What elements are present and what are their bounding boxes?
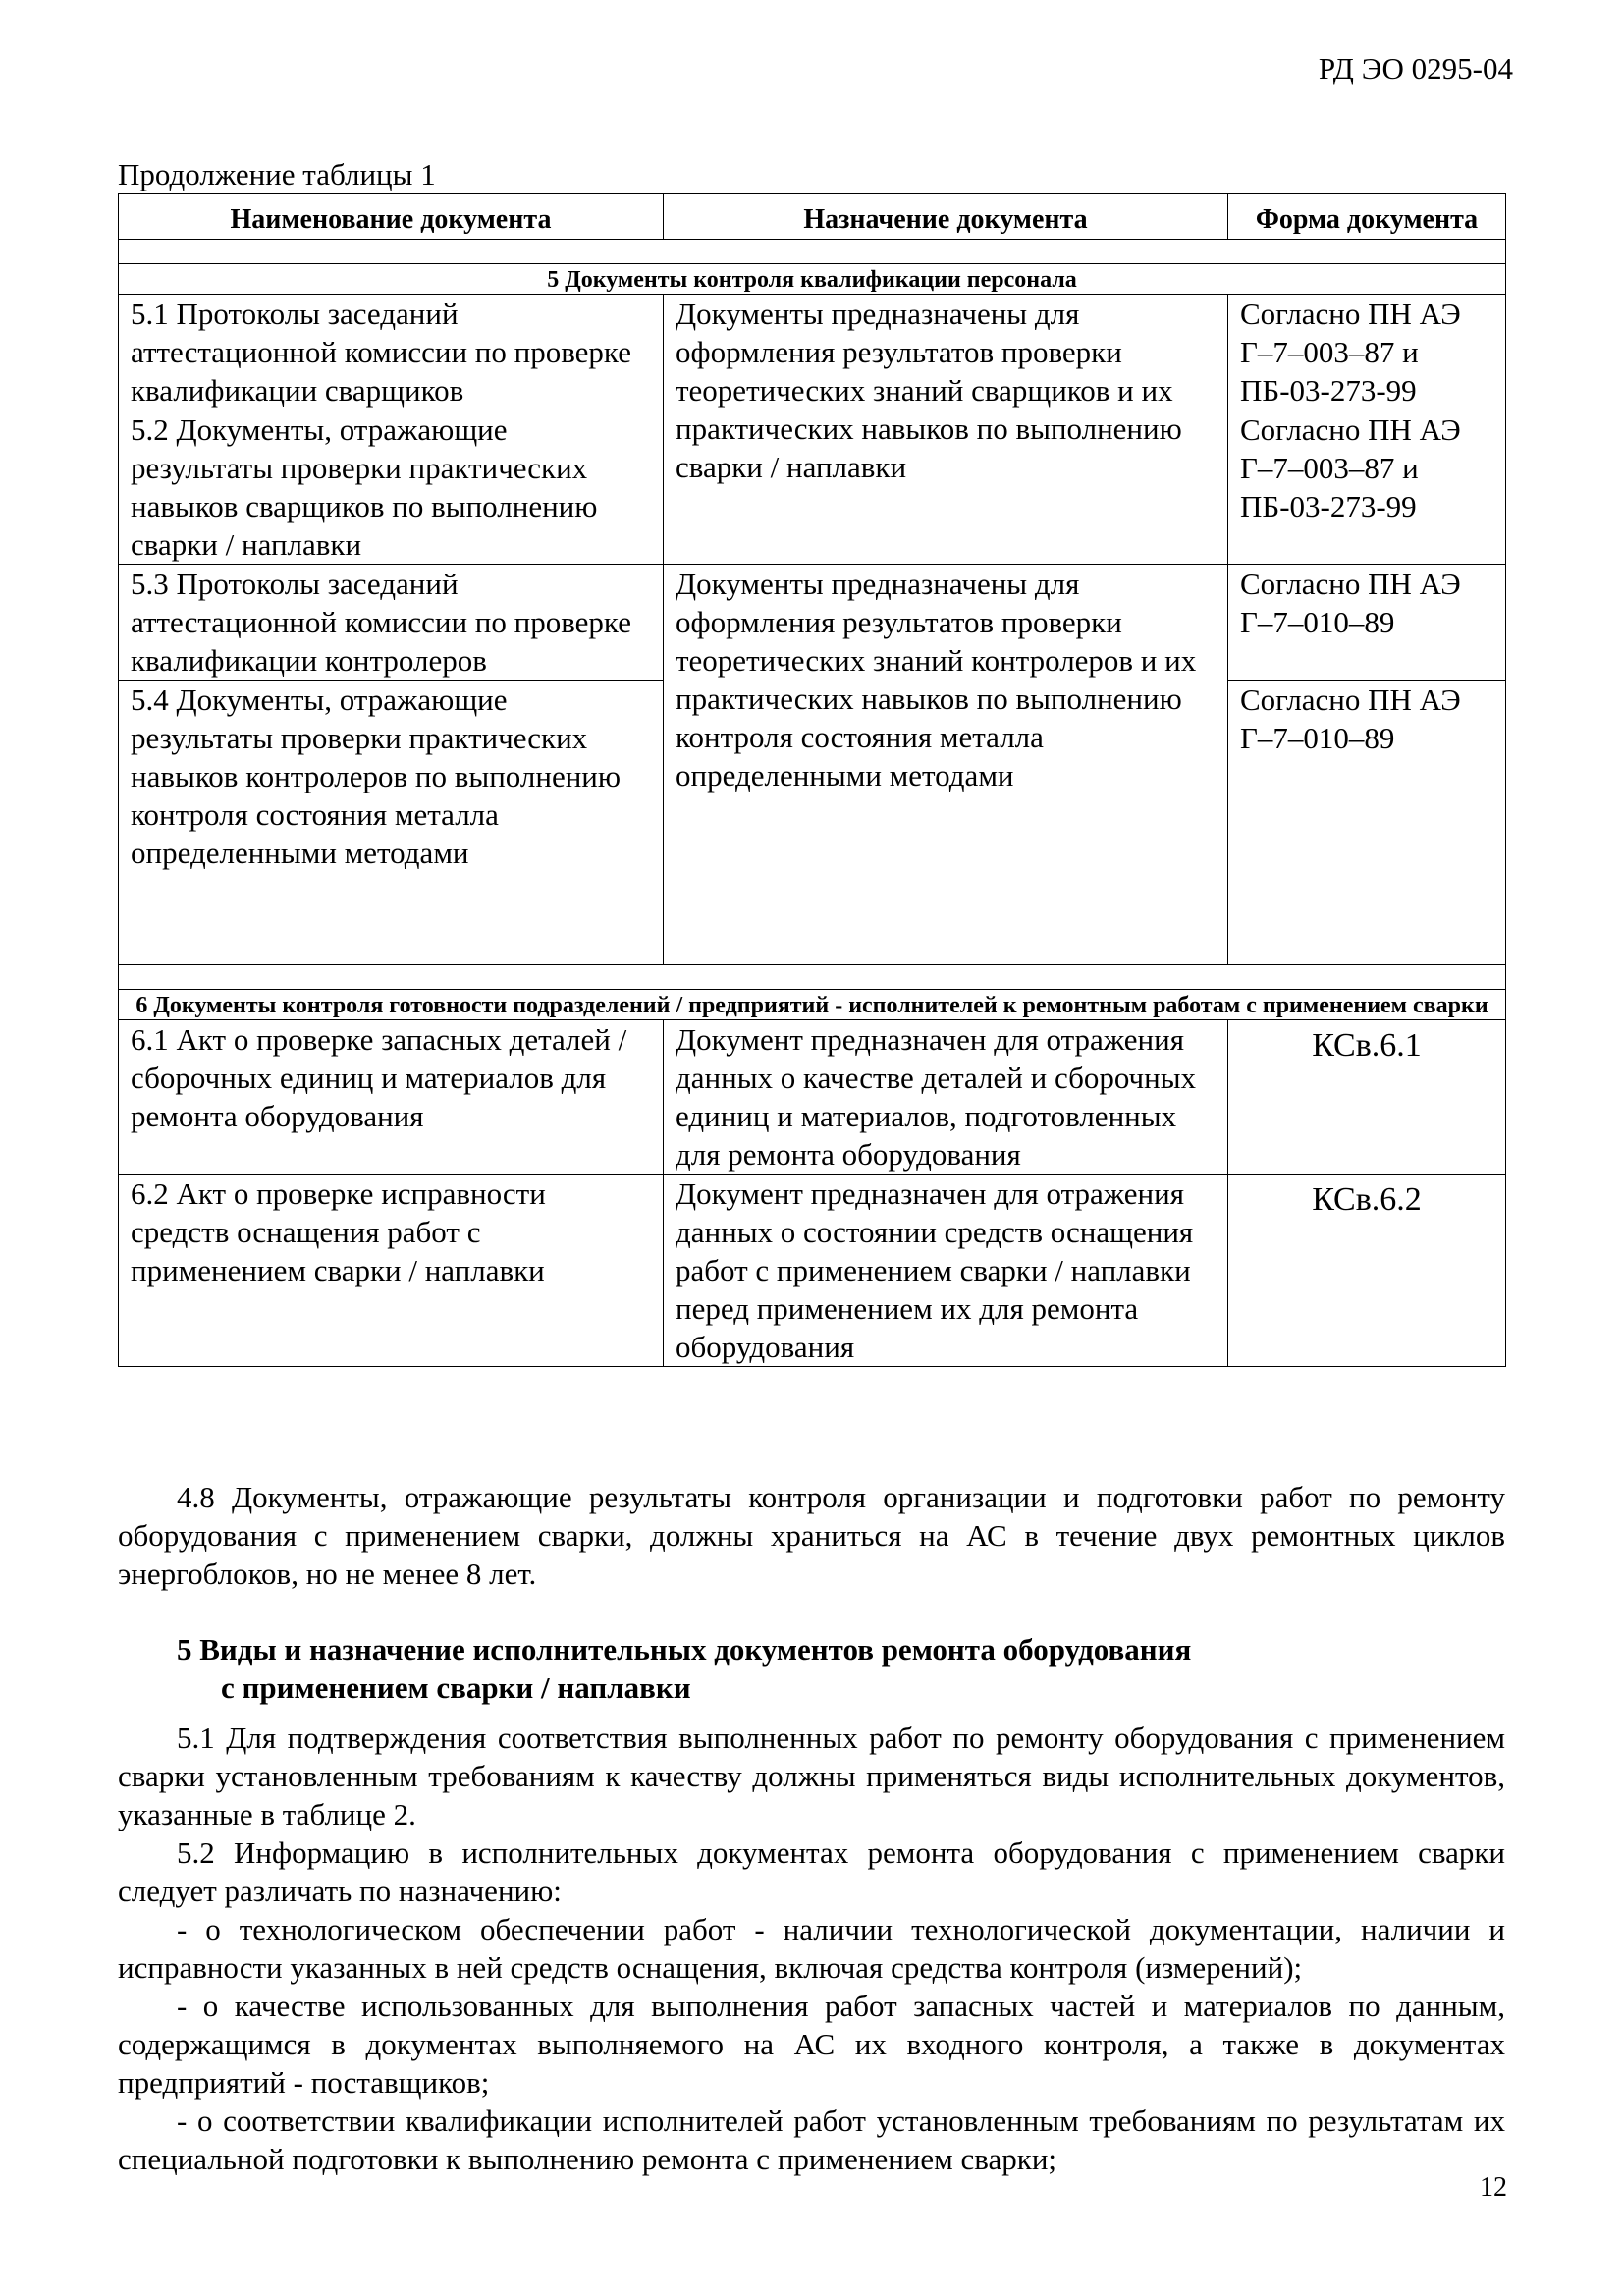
cell-name: 5.3 Протоколы заседаний аттестационной комиссии по проверке квалификации контролеров (119, 565, 664, 681)
paragraph-5-1: 5.1 Для подтверждения соответствия выполненных работ по ремонту оборудования с применением сварки установленным требованиям к качеству должны применяться виды исполнительных документов, указанные в таблице 2. (118, 1721, 1505, 1831)
cell-form: Согласно ПН АЭ Г–7–003–87 и ПБ-03-273-99 (1228, 410, 1506, 565)
cell-form: Согласно ПН АЭ Г–7–010–89 (1228, 565, 1506, 681)
section-5-body (118, 1719, 1505, 2178)
cell-name: 5.4 Документы, отражающие результаты проверки практических навыков контролеров по выполнению контроля состояния металла определенными методами (119, 681, 664, 965)
heading-line-2: с применением сварки / наплавки (221, 1670, 691, 1705)
section-5-heading (177, 1630, 1191, 1707)
paragraph-4-8: 4.8 Документы, отражающие результаты контроля организации и подготовки работ по ремонту оборудования с применением сварки, должны храниться на АС в течение двух ремонтных циклов энергоблоков, но не менее 8 лет. (118, 1480, 1505, 1591)
section-5-title: 5 Документы контроля квалификации персонала (119, 264, 1506, 295)
section-row (119, 264, 1506, 295)
page-number: 12 (1480, 2172, 1507, 2203)
spacer-row (119, 965, 1506, 990)
cell-purpose: Документы предназначены для оформления результатов проверки теоретических знаний контролеров и их практических навыков по выполнению контроля состояния металла определенными методами (664, 565, 1228, 965)
table-row (119, 1020, 1506, 1175)
list-item: - о технологическом обеспечении работ - наличии технологической документации, наличии и исправности указанных в ней средств оснащения, включая средства контроля (измерений); (118, 1912, 1505, 1985)
heading-line-1: 5 Виды и назначение исполнительных документов ремонта оборудования (177, 1632, 1192, 1667)
table-caption: Продолжение таблицы 1 (118, 157, 436, 191)
cell-form: КСв.6.2 (1228, 1175, 1506, 1367)
cell-form: КСв.6.1 (1228, 1020, 1506, 1175)
cell-name: 5.1 Протоколы заседаний аттестационной комиссии по проверке квалификации сварщиков (119, 295, 664, 410)
spacer-row (119, 240, 1506, 264)
cell-name: 5.2 Документы, отражающие результаты проверки практических навыков сварщиков по выполнению сварки / наплавки (119, 410, 664, 565)
cell-purpose: Документы предназначены для оформления результатов проверки теоретических знаний сварщиков и их практических навыков по выполнению сварки / наплавки (664, 295, 1228, 565)
column-header-purpose: Назначение документа (664, 194, 1228, 240)
table-row (119, 295, 1506, 410)
column-header-form: Форма документа (1228, 194, 1506, 240)
cell-form: Согласно ПН АЭ Г–7–010–89 (1228, 681, 1506, 965)
list-item: - о соответствии квалификации исполнителей работ установленным требованиям по результатам их специальной подготовки к выполнению ремонта с применением сварки; (118, 2104, 1505, 2176)
section-row (119, 990, 1506, 1020)
cell-name: 6.2 Акт о проверке исправности средств оснащения работ с применением сварки / наплавки (119, 1175, 664, 1367)
cell-purpose: Документ предназначен для отражения данных о состоянии средств оснащения работ с применением сварки / наплавки перед применением их для ремонта оборудования (664, 1175, 1228, 1367)
paragraph-4-8-block (118, 1478, 1505, 1593)
table-header-row (119, 194, 1506, 240)
paragraph-5-2: 5.2 Информацию в исполнительных документах ремонта оборудования с применением сварки следует различать по назначению: (118, 1835, 1505, 1908)
cell-form: Согласно ПН АЭ Г–7–003–87 и ПБ-03-273-99 (1228, 295, 1506, 410)
documents-table (118, 193, 1506, 1367)
cell-name: 6.1 Акт о проверке запасных деталей / сборочных единиц и материалов для ремонта оборудования (119, 1020, 664, 1175)
list-item: - о качестве использованных для выполнения работ запасных частей и материалов по данным, содержащимся в документах выполняемого на АС их входного контроля, а также в документах предприятий - поставщиков; (118, 1989, 1505, 2100)
column-header-name: Наименование документа (119, 194, 664, 240)
table-row (119, 1175, 1506, 1367)
document-code: РД ЭО 0295-04 (1318, 51, 1513, 85)
table-row (119, 565, 1506, 681)
cell-purpose: Документ предназначен для отражения данных о качестве деталей и сборочных единиц и материалов, подготовленных для ремонта оборудования (664, 1020, 1228, 1175)
section-6-title: 6 Документы контроля готовности подразделений / предприятий - исполнителей к ремонтным работам с применением сварки (119, 990, 1506, 1020)
